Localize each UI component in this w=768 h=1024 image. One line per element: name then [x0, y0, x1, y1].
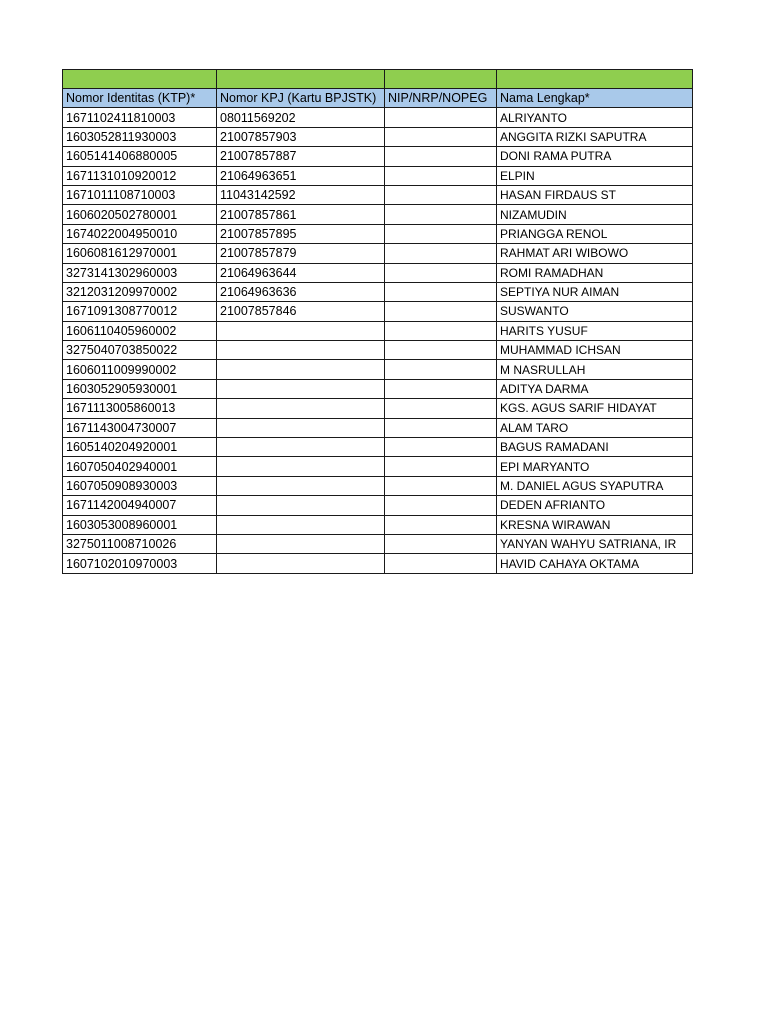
cell-nip[interactable] [385, 321, 497, 340]
cell-nip[interactable] [385, 457, 497, 476]
table-row [63, 244, 693, 263]
cell-ktp[interactable]: 3273141302960003 [63, 263, 217, 282]
cell-nip[interactable] [385, 147, 497, 166]
table-row [63, 147, 693, 166]
cell-ktp[interactable]: 1605140204920001 [63, 438, 217, 457]
cell-ktp[interactable]: 1603052905930001 [63, 379, 217, 398]
header-ktp[interactable]: Nomor Identitas (KTP)* [63, 89, 217, 108]
cell-kpj[interactable]: 11043142592 [217, 185, 385, 204]
table-row [63, 302, 693, 321]
cell-ktp[interactable]: 1674022004950010 [63, 224, 217, 243]
table-row [63, 263, 693, 282]
cell-kpj[interactable] [217, 534, 385, 553]
table-row [63, 457, 693, 476]
table-row [63, 379, 693, 398]
cell-kpj[interactable] [217, 321, 385, 340]
cell-kpj[interactable]: 21064963644 [217, 263, 385, 282]
title-band-row [63, 70, 693, 89]
cell-ktp[interactable]: 1671113005860013 [63, 399, 217, 418]
cell-kpj[interactable]: 21007857887 [217, 147, 385, 166]
cell-kpj[interactable] [217, 554, 385, 573]
cell-nama[interactable]: DONI RAMA PUTRA [497, 147, 693, 166]
cell-kpj[interactable]: 21007857846 [217, 302, 385, 321]
cell-nip[interactable] [385, 379, 497, 398]
table-row [63, 554, 693, 573]
table-row [63, 205, 693, 224]
cell-ktp[interactable]: 1671131010920012 [63, 166, 217, 185]
cell-kpj[interactable]: 21064963651 [217, 166, 385, 185]
cell-ktp[interactable]: 1606081612970001 [63, 244, 217, 263]
cell-nama[interactable]: M. DANIEL AGUS SYAPUTRA [497, 476, 693, 495]
cell-kpj[interactable] [217, 418, 385, 437]
title-band-cell[interactable] [385, 70, 497, 89]
table-row [63, 360, 693, 379]
table-row [63, 108, 693, 127]
cell-nama[interactable]: YANYAN WAHYU SATRIANA, IR [497, 534, 693, 553]
cell-kpj[interactable] [217, 399, 385, 418]
cell-nip[interactable] [385, 515, 497, 534]
cell-kpj[interactable] [217, 379, 385, 398]
table-row [63, 185, 693, 204]
cell-nip[interactable] [385, 438, 497, 457]
table-row [63, 534, 693, 553]
cell-nama[interactable]: MUHAMMAD ICHSAN [497, 341, 693, 360]
cell-nip[interactable] [385, 341, 497, 360]
table-row [63, 399, 693, 418]
cell-nip[interactable] [385, 476, 497, 495]
cell-kpj[interactable] [217, 496, 385, 515]
cell-nip[interactable] [385, 302, 497, 321]
employee-table [62, 69, 693, 574]
cell-nip[interactable] [385, 534, 497, 553]
cell-nip[interactable] [385, 127, 497, 146]
cell-ktp[interactable]: 1671091308770012 [63, 302, 217, 321]
cell-nama[interactable]: KRESNA WIRAWAN [497, 515, 693, 534]
cell-nama[interactable]: SEPTIYA NUR AIMAN [497, 282, 693, 301]
table-row [63, 127, 693, 146]
cell-nama[interactable]: ALAM TARO [497, 418, 693, 437]
cell-nip[interactable] [385, 496, 497, 515]
cell-nama[interactable]: ANGGITA RIZKI SAPUTRA [497, 127, 693, 146]
cell-nama[interactable]: KGS. AGUS SARIF HIDAYAT [497, 399, 693, 418]
header-nama[interactable]: Nama Lengkap* [497, 89, 693, 108]
cell-nama[interactable]: ALRIYANTO [497, 108, 693, 127]
cell-kpj[interactable] [217, 515, 385, 534]
cell-nama[interactable]: ELPIN [497, 166, 693, 185]
cell-ktp[interactable]: 1606020502780001 [63, 205, 217, 224]
cell-nama[interactable]: ADITYA DARMA [497, 379, 693, 398]
cell-nip[interactable] [385, 108, 497, 127]
table-row [63, 418, 693, 437]
cell-ktp[interactable]: 1603053008960001 [63, 515, 217, 534]
cell-nip[interactable] [385, 399, 497, 418]
cell-nip[interactable] [385, 205, 497, 224]
cell-nama[interactable]: NIZAMUDIN [497, 205, 693, 224]
cell-ktp[interactable]: 1671142004940007 [63, 496, 217, 515]
cell-nip[interactable] [385, 263, 497, 282]
cell-nama[interactable]: BAGUS RAMADANI [497, 438, 693, 457]
table-body [63, 70, 693, 574]
header-kpj[interactable]: Nomor KPJ (Kartu BPJSTK) [217, 89, 385, 108]
cell-ktp[interactable]: 1606110405960002 [63, 321, 217, 340]
cell-kpj[interactable]: 21007857861 [217, 205, 385, 224]
cell-ktp[interactable]: 3275011008710026 [63, 534, 217, 553]
cell-ktp[interactable]: 1607050908930003 [63, 476, 217, 495]
cell-ktp[interactable]: 1671011108710003 [63, 185, 217, 204]
cell-ktp[interactable]: 1605141406880005 [63, 147, 217, 166]
cell-nip[interactable] [385, 360, 497, 379]
cell-nama[interactable]: ROMI RAMADHAN [497, 263, 693, 282]
cell-nip[interactable] [385, 166, 497, 185]
cell-kpj[interactable]: 08011569202 [217, 108, 385, 127]
cell-ktp[interactable]: 1671102411810003 [63, 108, 217, 127]
cell-nip[interactable] [385, 554, 497, 573]
cell-nama[interactable]: RAHMAT ARI WIBOWO [497, 244, 693, 263]
cell-nip[interactable] [385, 282, 497, 301]
table-row [63, 515, 693, 534]
cell-ktp[interactable]: 3275040703850022 [63, 341, 217, 360]
title-band-cell[interactable] [63, 70, 217, 89]
cell-nip[interactable] [385, 418, 497, 437]
title-band-cell[interactable] [497, 70, 693, 89]
cell-nama[interactable]: HARITS YUSUF [497, 321, 693, 340]
cell-nama[interactable]: DEDEN AFRIANTO [497, 496, 693, 515]
cell-nama[interactable]: PRIANGGA RENOL [497, 224, 693, 243]
table-row [63, 496, 693, 515]
header-row [63, 89, 693, 108]
cell-kpj[interactable]: 21007857879 [217, 244, 385, 263]
cell-ktp[interactable]: 1671143004730007 [63, 418, 217, 437]
cell-kpj[interactable] [217, 341, 385, 360]
cell-kpj[interactable] [217, 457, 385, 476]
cell-ktp[interactable]: 1607102010970003 [63, 554, 217, 573]
cell-ktp[interactable]: 1606011009990002 [63, 360, 217, 379]
cell-nama[interactable]: HAVID CAHAYA OKTAMA [497, 554, 693, 573]
cell-nama[interactable]: HASAN FIRDAUS ST [497, 185, 693, 204]
cell-kpj[interactable] [217, 360, 385, 379]
header-nip[interactable]: NIP/NRP/NOPEG [385, 89, 497, 108]
cell-kpj[interactable]: 21064963636 [217, 282, 385, 301]
table-row [63, 224, 693, 243]
cell-nama[interactable]: SUSWANTO [497, 302, 693, 321]
table-row [63, 282, 693, 301]
cell-nama[interactable]: EPI MARYANTO [497, 457, 693, 476]
cell-nama[interactable]: M NASRULLAH [497, 360, 693, 379]
cell-ktp[interactable]: 3212031209970002 [63, 282, 217, 301]
table-row [63, 166, 693, 185]
table-row [63, 341, 693, 360]
cell-ktp[interactable]: 1607050402940001 [63, 457, 217, 476]
title-band-cell[interactable] [217, 70, 385, 89]
cell-nip[interactable] [385, 224, 497, 243]
cell-ktp[interactable]: 1603052811930003 [63, 127, 217, 146]
table-row [63, 438, 693, 457]
cell-nip[interactable] [385, 185, 497, 204]
cell-kpj[interactable]: 21007857903 [217, 127, 385, 146]
table-row [63, 321, 693, 340]
cell-kpj[interactable] [217, 438, 385, 457]
cell-kpj[interactable]: 21007857895 [217, 224, 385, 243]
cell-nip[interactable] [385, 244, 497, 263]
table-row [63, 476, 693, 495]
cell-kpj[interactable] [217, 476, 385, 495]
